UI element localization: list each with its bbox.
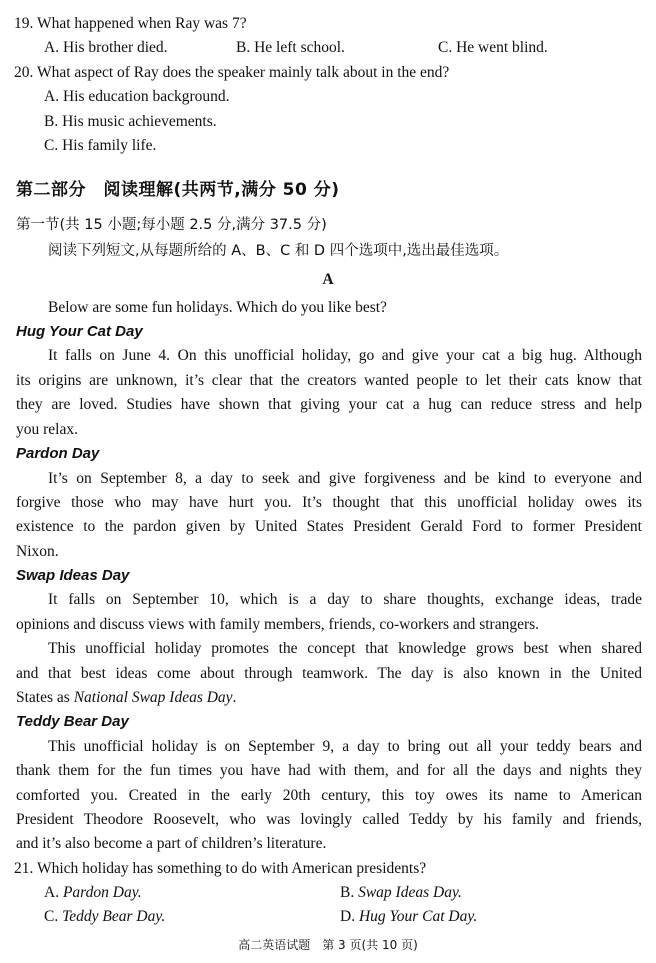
paragraph-line: you relax. [16,421,78,438]
question-19-stem: 19. What happened when Ray was 7? [14,15,247,32]
paragraph-line: It falls on September 10, which is a day to share thoughts, exchange ideas, trade [48,591,642,608]
paragraph-line: Nixon. [16,543,59,560]
reading-instructions: 阅读下列短文,从每题所给的 A、B、C 和 D 四个选项中,选出最佳选项。 [48,243,509,259]
paragraph-line: This unofficial holiday is on September 9, a day to bring out all your teddy bears and [48,738,642,755]
paragraph-line-with-italic [16,688,236,708]
paragraph-line: comforted you. Created in the early 20th century, this toy owes its name to American [16,787,642,804]
question-21-stem: 21. Which holiday has something to do with American presidents? [14,860,427,877]
passage-letter: A [322,271,334,288]
question-21-option-d: D. Hug Your Cat Day. [340,908,478,925]
paragraph-line: thank them for the fun times you have had with them, and for all the days and nights they [16,762,642,779]
holiday-title-swap-ideas-day: Swap Ideas Day [16,567,130,584]
paragraph-line: and it’s also become a part of children’s literature. [16,835,327,852]
question-20-option-c: C. His family life. [44,137,157,154]
holiday-title-pardon-day: Pardon Day [16,445,100,462]
paragraph-line: its origins are unknown, it’s clear that the creators wanted people to let their cats know that [16,372,642,389]
sentence-end: . [232,689,237,706]
section-1-title: 第一节(共 15 小题;每小题 2.5 分,满分 37.5 分) [16,217,327,233]
question-20-option-b: B. His music achievements. [44,113,217,130]
part-2-title: 第二部分 阅读理解(共两节,满分 50 分) [16,180,340,200]
question-21-option-b: B. Swap Ideas Day. [340,884,462,901]
question-19-option-c: C. He went blind. [438,39,548,56]
question-21-option-a: A. Pardon Day. [44,884,142,901]
question-20-option-a: A. His education background. [44,88,230,105]
paragraph-line: President Theodore Roosevelt, who was lovingly called Teddy by his family and friends, [16,811,642,828]
paragraph-line: they are loved. Studies have shown that giving your cat a hug can reduce stress and help [16,396,642,413]
holiday-title-hug-your-cat-day: Hug Your Cat Day [16,323,143,340]
question-19-option-b: B. He left school. [236,39,345,56]
holiday-title-teddy-bear-day: Teddy Bear Day [16,713,129,730]
paragraph-line: opinions and discuss views with family members, friends, co-workers and strangers. [16,616,540,633]
paragraph-line: This unofficial holiday promotes the concept that knowledge grows best when shared [48,640,642,657]
question-21-option-c: C. Teddy Bear Day. [44,908,166,925]
paragraph-line: and that best ideas come about through teamwork. The day is also known in the United [16,665,642,682]
paragraph-text: States as [16,689,70,706]
passage-intro: Below are some fun holidays. Which do you like best? [48,299,387,316]
paragraph-line: It’s on September 8, a day to seek and give forgiveness and be kind to everyone and [48,470,642,487]
paragraph-line: It falls on June 4. On this unofficial holiday, go and give your cat a big hug. Although [48,347,642,364]
question-20-stem: 20. What aspect of Ray does the speaker mainly talk about in the end? [14,64,450,81]
paragraph-line: existence to the pardon given by United States President Gerald Ford to former President [16,518,642,535]
paragraph-line: forgive those who may have hurt you. It’s thought that this unofficial holiday owes its [16,494,642,511]
italic-holiday-name: National Swap Ideas Day [73,689,233,706]
page-footer: 高二英语试题 第 3 页(共 10 页) [238,938,418,952]
question-19-option-a: A. His brother died. [44,39,168,56]
